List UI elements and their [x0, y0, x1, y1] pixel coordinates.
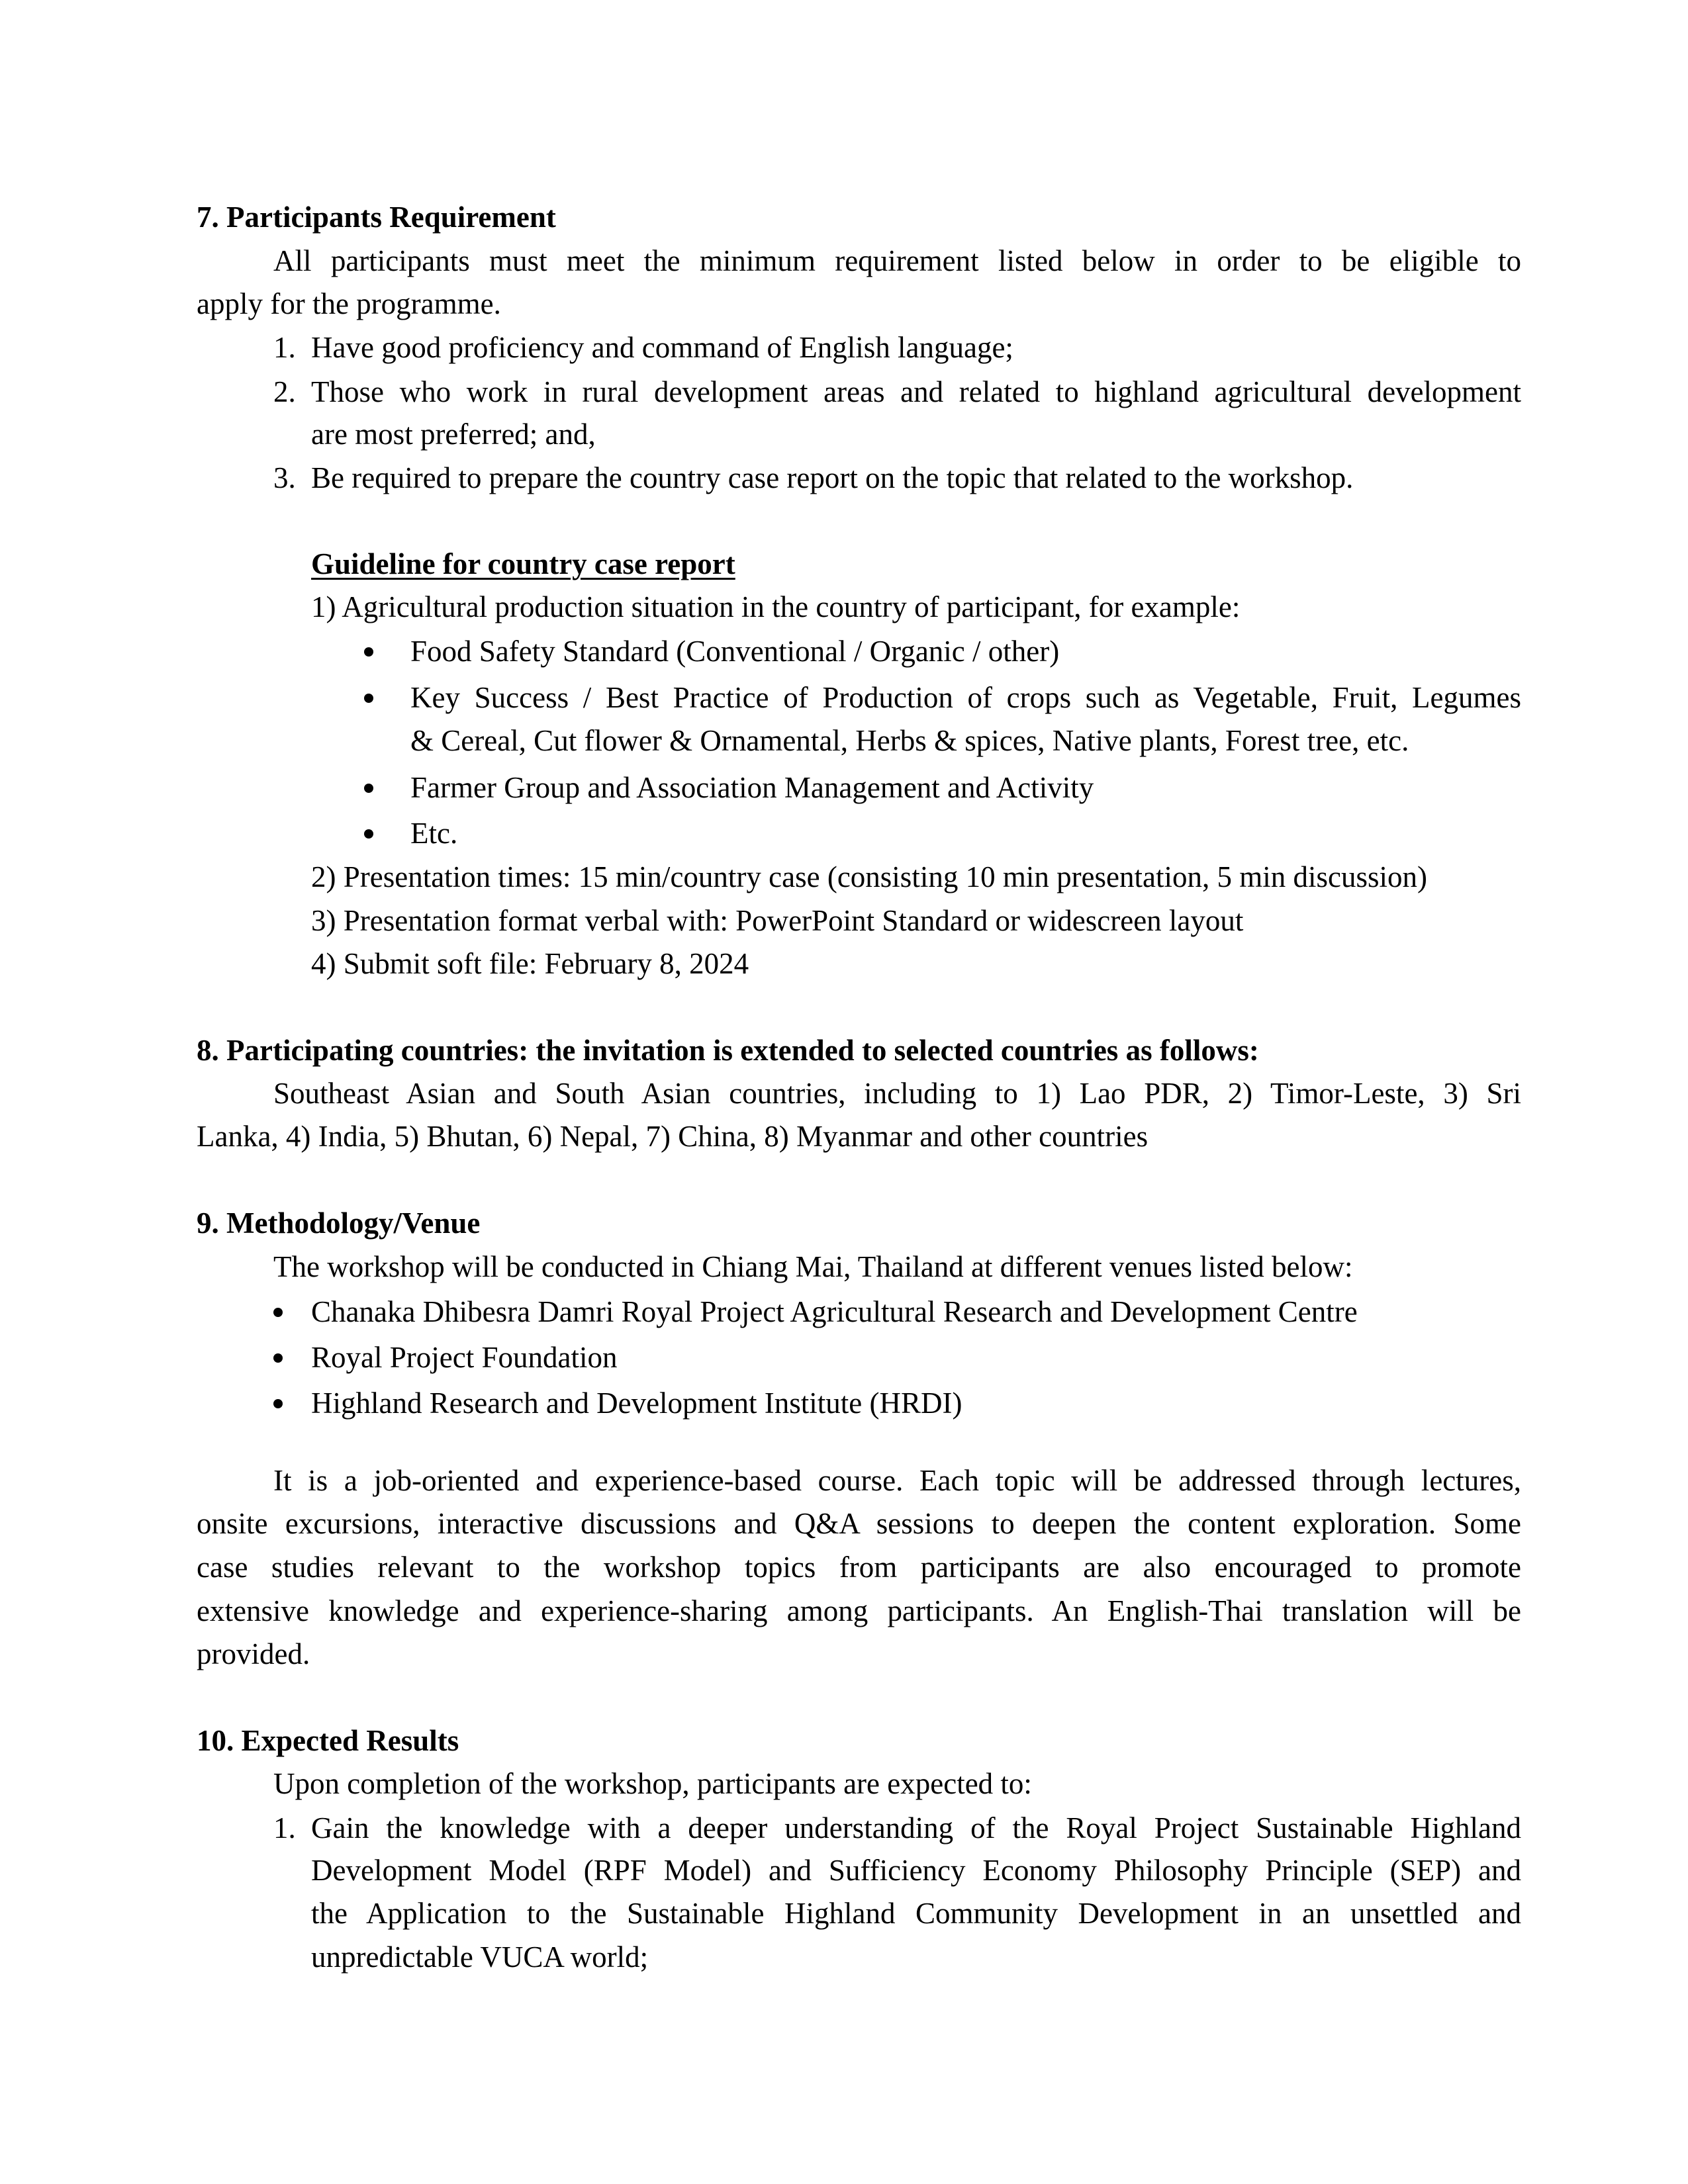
section-7-intro-line-1: All participants must meet the minimum requirement listed below in order to be eligible to	[273, 244, 1521, 277]
section-7-intro-line-2: apply for the programme.	[197, 287, 501, 320]
requirement-number: 3.	[273, 461, 296, 494]
guideline-bullet-2-line-1: Key Success / Best Practice of Production of crops such as Vegetable, Fruit, Legumes	[410, 681, 1521, 714]
guideline-point-3: 3) Presentation format verbal with: PowerPoint Standard or widescreen layout	[311, 904, 1244, 937]
guideline-point-4: 4) Submit soft file: February 8, 2024	[311, 947, 749, 980]
section-9-heading: 9. Methodology/Venue	[197, 1206, 481, 1240]
bullet-icon	[364, 647, 373, 657]
section-9-intro: The workshop will be conducted in Chiang Mai, Thailand at different venues listed below:	[273, 1250, 1353, 1283]
section-8-heading: 8. Participating countries: the invitation is extended to selected countries as follows:	[197, 1034, 1259, 1067]
section-7-heading: 7. Participants Requirement	[197, 201, 556, 234]
bullet-icon	[364, 694, 373, 703]
methodology-para-line-4: extensive knowledge and experience-sharing among participants. An English-Thai translation will be	[197, 1594, 1521, 1627]
requirement-item-3: Be required to prepare the country case report on the topic that related to the workshop.	[311, 461, 1354, 494]
result-item-1-line-2: Development Model (RPF Model) and Sufficiency Economy Philosophy Principle (SEP) and	[311, 1854, 1521, 1887]
section-10-heading: 10. Expected Results	[197, 1724, 459, 1757]
result-item-1-line-1: Gain the knowledge with a deeper understanding of the Royal Project Sustainable Highland	[311, 1811, 1521, 1844]
requirement-item-2-line-2: are most preferred; and,	[311, 418, 596, 451]
venue-item-2: Royal Project Foundation	[311, 1341, 618, 1374]
requirement-number: 2.	[273, 375, 296, 408]
section-8-line-2: Lanka, 4) India, 5) Bhutan, 6) Nepal, 7) China, 8) Myanmar and other countries	[197, 1120, 1149, 1153]
methodology-para-line-3: case studies relevant to the workshop topics from participants are also encouraged to promote	[197, 1551, 1521, 1584]
requirement-item-1: Have good proficiency and command of English language;	[311, 331, 1013, 364]
section-8-line-1: Southeast Asian and South Asian countries, including to 1) Lao PDR, 2) Timor-Leste, 3) Sri	[273, 1077, 1521, 1110]
result-number: 1.	[273, 1811, 296, 1844]
guideline-bullet-1: Food Safety Standard (Conventional / Organic / other)	[410, 635, 1060, 668]
result-item-1-line-3: the Application to the Sustainable Highland Community Development in an unsettled and	[311, 1897, 1521, 1930]
bullet-icon	[364, 829, 373, 839]
bullet-icon	[273, 1308, 283, 1317]
guideline-point-1: 1) Agricultural production situation in the country of participant, for example:	[311, 590, 1241, 623]
methodology-para-line-2: onsite excursions, interactive discussions and Q&A sessions to deepen the content exploration. Some	[197, 1507, 1521, 1540]
requirement-number: 1.	[273, 331, 296, 364]
methodology-para-line-5: provided.	[197, 1637, 310, 1670]
guideline-bullet-2-line-2: & Cereal, Cut flower & Ornamental, Herbs & spices, Native plants, Forest tree, etc.	[410, 724, 1409, 757]
methodology-para-line-1: It is a job-oriented and experience-based course. Each topic will be addressed through lectures,	[273, 1464, 1521, 1497]
bullet-icon	[273, 1399, 283, 1408]
guideline-bullet-3: Farmer Group and Association Management and Activity	[410, 771, 1094, 804]
guideline-bullet-4: Etc.	[410, 817, 458, 850]
requirement-item-2-line-1: Those who work in rural development areas and related to highland agricultural development	[311, 375, 1521, 408]
guideline-title: Guideline for country case report	[311, 547, 735, 580]
venue-item-3: Highland Research and Development Institute (HRDI)	[311, 1387, 962, 1420]
guideline-point-2: 2) Presentation times: 15 min/country case (consisting 10 min presentation, 5 min discussion)	[311, 860, 1428, 893]
result-item-1-line-4: unpredictable VUCA world;	[311, 1940, 649, 1974]
bullet-icon	[364, 784, 373, 793]
section-10-intro: Upon completion of the workshop, participants are expected to:	[273, 1767, 1032, 1800]
bullet-icon	[273, 1353, 283, 1363]
venue-item-1: Chanaka Dhibesra Damri Royal Project Agricultural Research and Development Centre	[311, 1295, 1358, 1328]
